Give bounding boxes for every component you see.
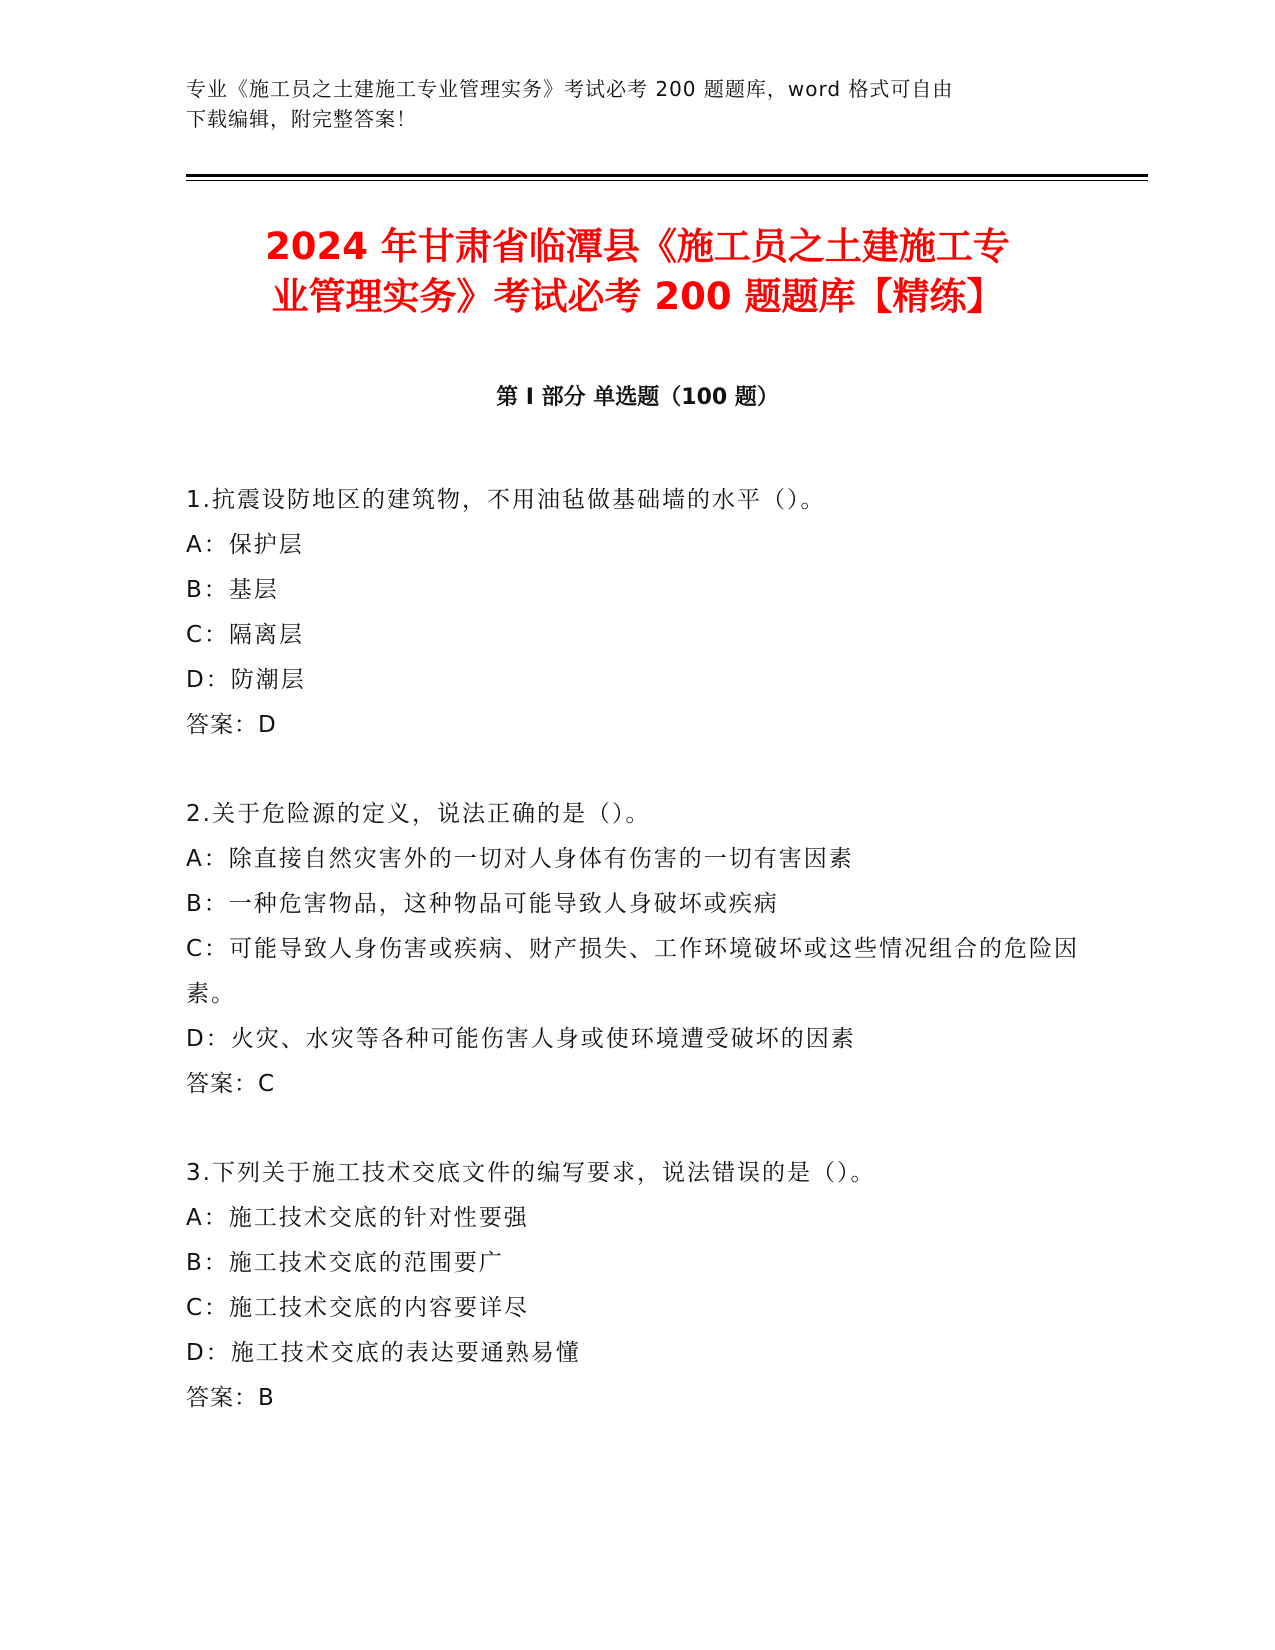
option-a: A：施工技术交底的针对性要强 — [186, 1205, 529, 1231]
option-d: D：火灾、水灾等各种可能伤害人身或使环境遭受破坏的因素 — [186, 1026, 856, 1052]
option-b: B：一种危害物品，这种物品可能导致人身破坏或疾病 — [186, 891, 779, 917]
divider-thick-line — [186, 174, 1148, 177]
option-d: D：施工技术交底的表达要通熟易懂 — [186, 1340, 581, 1366]
option-a: A：除直接自然灾害外的一切对人身体有伤害的一切有害因素 — [186, 846, 854, 872]
option-b: B：施工技术交底的范围要广 — [186, 1250, 504, 1276]
option-b: B：基层 — [186, 577, 279, 603]
header-note-line-2: 下载编辑，附完整答案！ — [186, 107, 417, 131]
header-note — [186, 74, 1066, 134]
section-heading: 第 I 部分 单选题（100 题） — [496, 385, 779, 410]
title-line-2: 业管理实务》考试必考 200 题题库【精练】 — [271, 275, 1004, 318]
answer: 答案：D — [186, 712, 277, 738]
question-1 — [186, 478, 1086, 748]
question-list — [186, 478, 1086, 1465]
header-note-line-1: 专业《施工员之土建施工专业管理实务》考试必考 200 题题库，word 格式可自由 — [186, 77, 954, 101]
option-c: C：施工技术交底的内容要详尽 — [186, 1295, 530, 1321]
option-c: C：可能导致人身伤害或疾病、财产损失、工作环境破坏或这些情况组合的危险因素。 — [186, 936, 1080, 1007]
question-stem: 3.下列关于施工技术交底文件的编写要求，说法错误的是（）。 — [186, 1160, 876, 1186]
option-c: C：隔离层 — [186, 622, 305, 648]
title-line-1: 2024 年甘肃省临潭县《施工员之土建施工专 — [265, 225, 1010, 268]
answer: 答案：C — [186, 1071, 276, 1097]
document-title — [150, 222, 1125, 322]
divider-thin-line — [186, 180, 1148, 181]
question-3 — [186, 1151, 1086, 1421]
question-2 — [186, 792, 1086, 1107]
option-d: D：防潮层 — [186, 667, 306, 693]
header-divider — [186, 174, 1148, 181]
answer: 答案：B — [186, 1385, 275, 1411]
question-stem: 2.关于危险源的定义，说法正确的是（）。 — [186, 801, 651, 827]
option-a: A：保护层 — [186, 532, 304, 558]
question-stem: 1.抗震设防地区的建筑物，不用油毡做基础墙的水平（）。 — [186, 487, 826, 513]
